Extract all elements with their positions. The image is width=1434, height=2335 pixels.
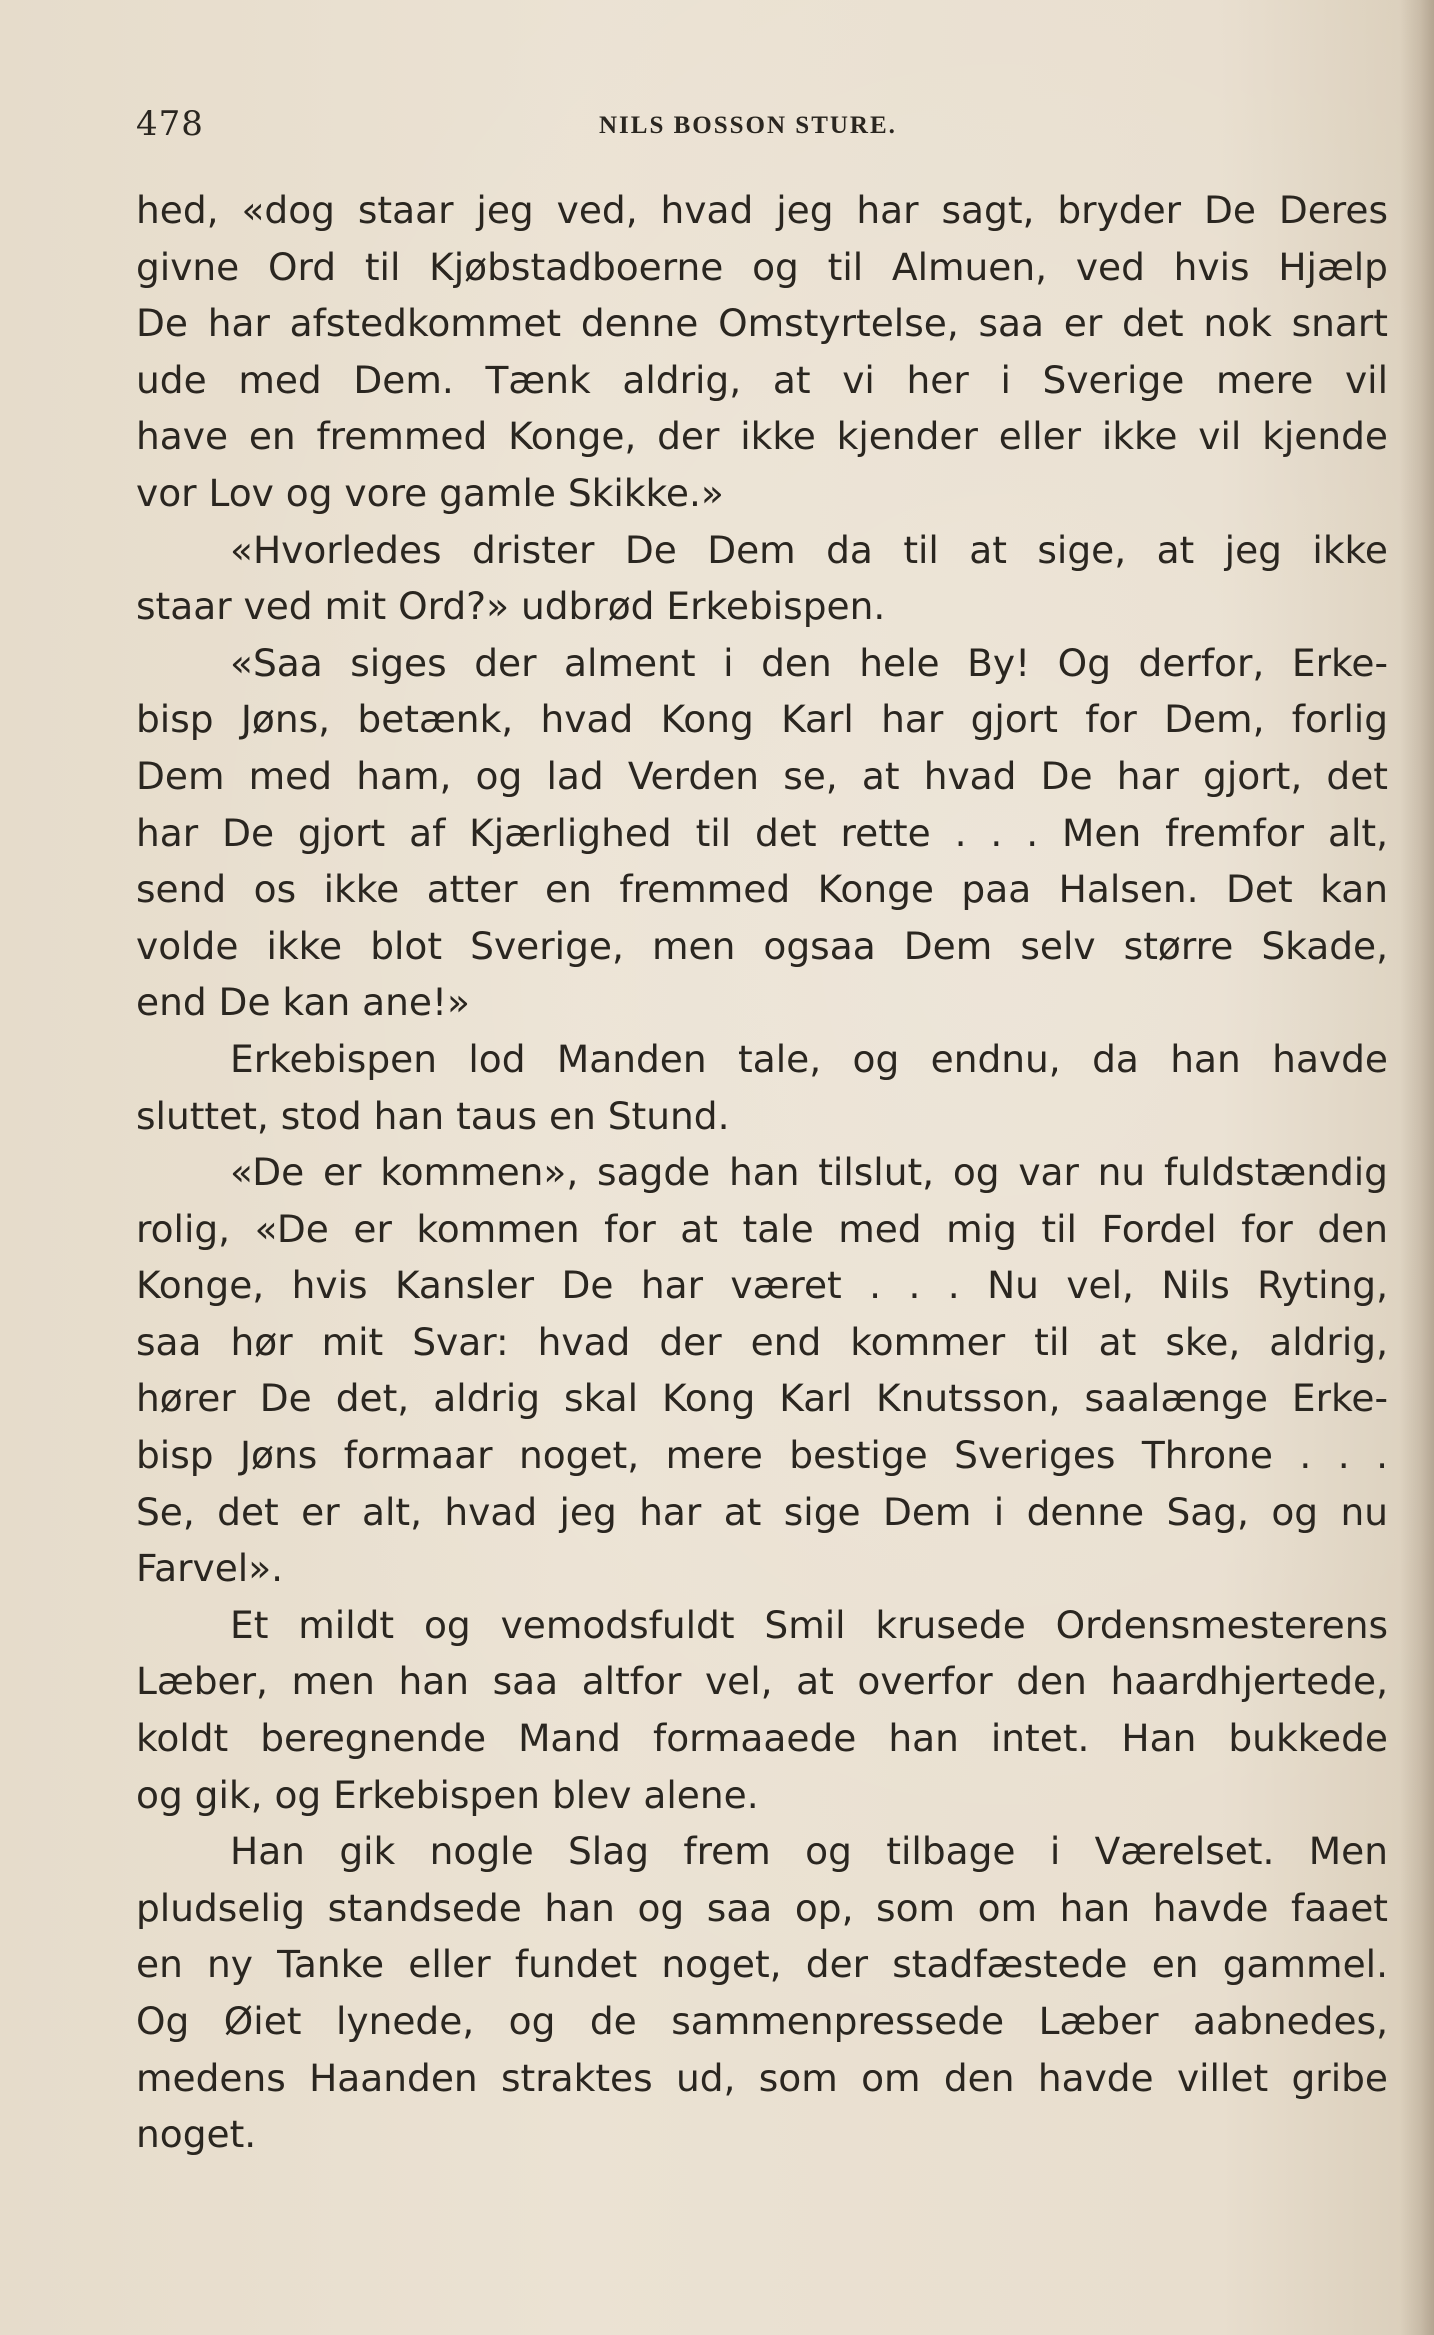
text-line: «Hvorledes drister De Dem da til at sige, at jeg ikke	[230, 527, 1388, 572]
paragraph	[136, 182, 1388, 522]
paragraph	[136, 1144, 1388, 1597]
text-line: vor Lov og vore gamle Skikke.»	[136, 470, 724, 515]
paragraph	[136, 1823, 1388, 2163]
text-line: Erkebispen lod Manden tale, og endnu, da han havde	[230, 1036, 1388, 1081]
page-number: 478	[136, 104, 204, 144]
text-line: har De gjort af Kjærlighed til det rette . . . Men fremfor alt,	[136, 810, 1388, 855]
text-line: hører De det, aldrig skal Kong Karl Knutsson, saalænge Erke-	[136, 1376, 1388, 1421]
text-line: rolig, «De er kommen for at tale med mig til Fordel for den	[136, 1206, 1388, 1251]
text-line: Dem med ham, og lad Verden se, at hvad De har gjort, det	[136, 753, 1388, 798]
text-line: Konge, hvis Kansler De har været . . . Nu vel, Nils Ryting,	[136, 1263, 1388, 1308]
text-line: Se, det er alt, hvad jeg har at sige Dem i denne Sag, og nu	[136, 1489, 1388, 1534]
text-line: Et mildt og vemodsfuldt Smil krusede Ordensmesterens	[230, 1602, 1388, 1647]
body-text	[136, 182, 1388, 2163]
text-line: De har afstedkommet denne Omstyrtelse, saa er det nok snart	[136, 301, 1388, 346]
page-header	[136, 104, 1388, 154]
text-line: staar ved mit Ord?» udbrød Erkebispen.	[136, 584, 886, 629]
paragraph	[136, 635, 1388, 1031]
paragraph	[136, 522, 1388, 635]
text-line: «De er kommen», sagde han tilslut, og var nu fuldstændig	[230, 1150, 1388, 1195]
text-line: bisp Jøns formaar noget, mere bestige Sveriges Throne . . .	[136, 1433, 1388, 1478]
paragraph	[136, 1031, 1388, 1144]
text-line: sluttet, stod han taus en Stund.	[136, 1093, 730, 1138]
text-line: Farvel».	[136, 1546, 284, 1591]
text-line: have en fremmed Konge, der ikke kjender eller ikke vil kjende	[136, 414, 1388, 459]
page-edge-shadow	[1400, 0, 1434, 2335]
text-line: koldt beregnende Mand formaaede han intet. Han bukkede	[136, 1716, 1388, 1761]
text-line: bisp Jøns, betænk, hvad Kong Karl har gjort for Dem, forlig	[136, 697, 1388, 742]
text-line: end De kan ane!»	[136, 980, 470, 1025]
running-title: NILS BOSSON STURE.	[599, 112, 897, 139]
text-line: ude med Dem. Tænk aldrig, at vi her i Sverige mere vil	[136, 357, 1388, 402]
text-line: givne Ord til Kjøbstadboerne og til Almuen, ved hvis Hjælp	[136, 244, 1388, 289]
text-line: volde ikke blot Sverige, men ogsaa Dem selv større Skade,	[136, 923, 1388, 968]
text-line: «Saa siges der alment i den hele By! Og derfor, Erke-	[230, 640, 1388, 685]
text-line: medens Haanden straktes ud, som om den havde villet gribe	[136, 2055, 1388, 2100]
text-line: send os ikke atter en fremmed Konge paa Halsen. Det kan	[136, 867, 1388, 912]
text-line: pludselig standsede han og saa op, som om han havde faaet	[136, 1885, 1388, 1930]
text-line: og gik, og Erkebispen blev alene.	[136, 1772, 759, 1817]
text-line: Læber, men han saa altfor vel, at overfor den haardhjertede,	[136, 1659, 1388, 1704]
text-line: hed, «dog staar jeg ved, hvad jeg har sagt, bryder De Deres	[136, 188, 1388, 232]
text-line: Han gik nogle Slag frem og tilbage i Værelset. Men	[230, 1829, 1388, 1874]
text-line: saa hør mit Svar: hvad der end kommer til at ske, aldrig,	[136, 1319, 1388, 1364]
paragraph	[136, 1597, 1388, 1823]
text-line: en ny Tanke eller fundet noget, der stadfæstede en gammel.	[136, 1942, 1388, 1987]
text-line: noget.	[136, 2112, 257, 2157]
text-line: Og Øiet lynede, og de sammenpressede Læber aabnedes,	[136, 1999, 1388, 2043]
